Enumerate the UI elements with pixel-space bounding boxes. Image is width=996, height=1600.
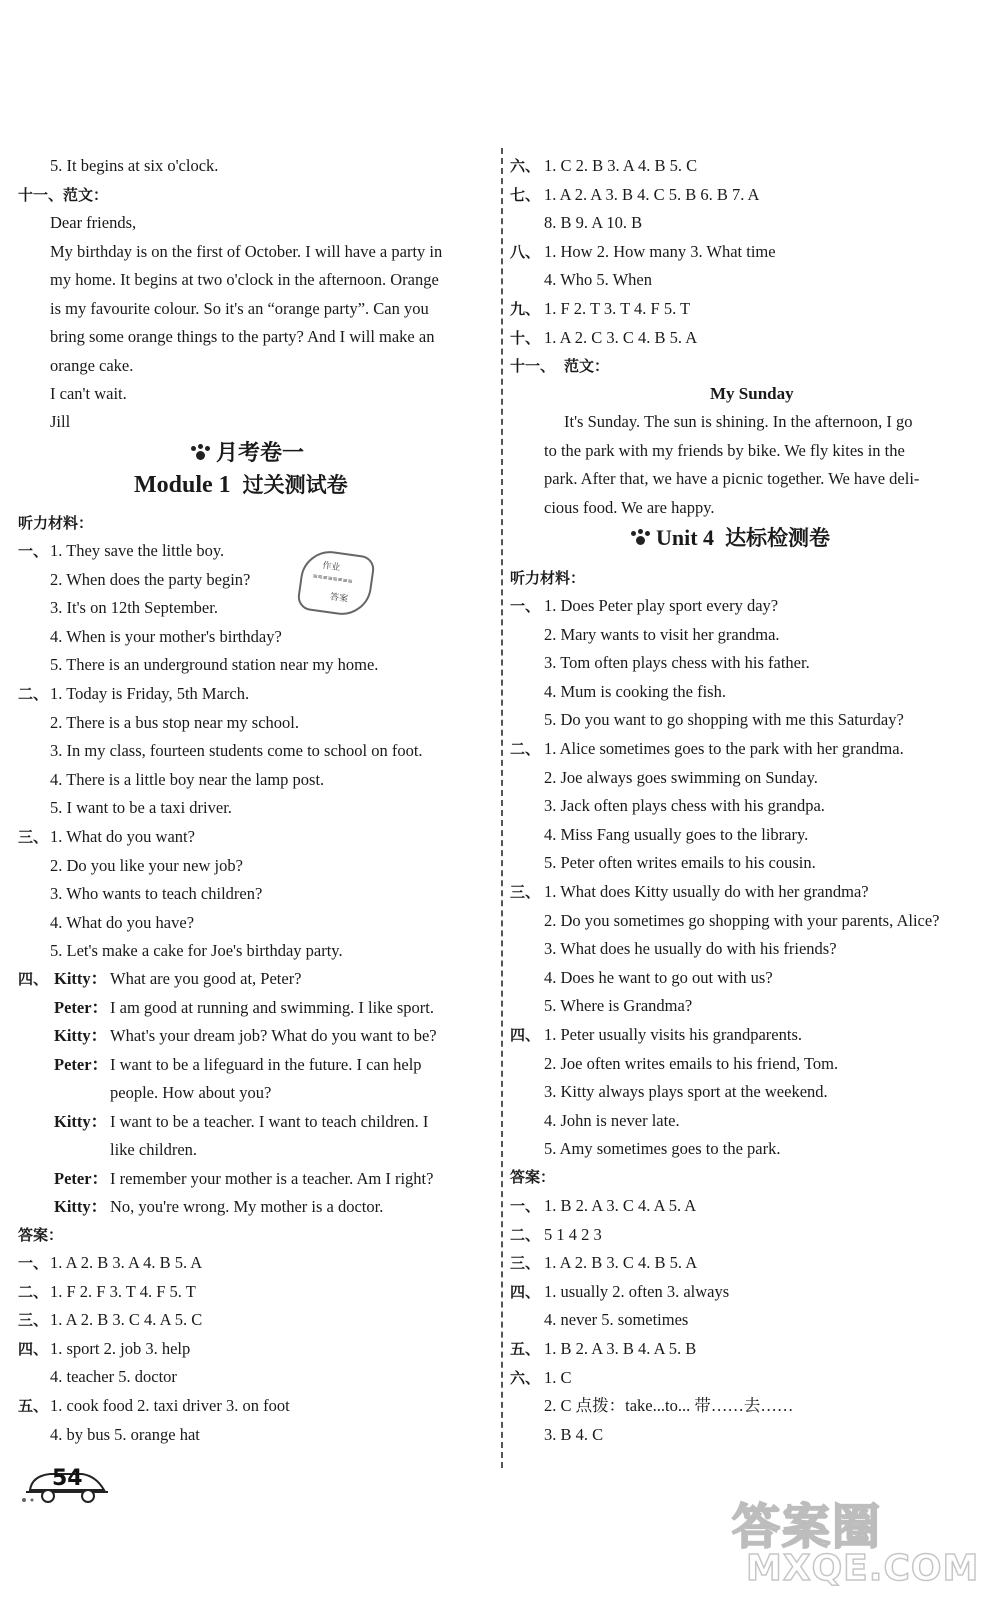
listening-line: 1. Peter usually visits his grandparents. xyxy=(544,1025,803,1044)
speaker-label: Peter： xyxy=(54,997,109,1017)
listening-line: 1. Does Peter play sport every day? xyxy=(544,596,779,615)
listening-line: 2. Mary wants to visit her grandma. xyxy=(544,624,780,644)
section-marker: 十、 xyxy=(510,328,541,347)
essay-line: My birthday is on the first of October. I will have a party in xyxy=(50,242,443,261)
section-marker: 六、 xyxy=(510,1368,541,1387)
answer-line: 1. A 2. C 3. C 4. B 5. A xyxy=(544,327,698,347)
answers-label: 答案： xyxy=(18,1226,64,1244)
column-divider xyxy=(501,148,503,1468)
section-marker: 一、 xyxy=(18,542,49,560)
listening-line: 5. Amy sometimes goes to the park. xyxy=(544,1139,781,1159)
essay-line: park. After that, we have a picnic together. We have deli- xyxy=(544,469,920,488)
answer-line: 范文： xyxy=(564,357,610,376)
answer-line: 3. B 4. C xyxy=(544,1424,604,1444)
listening-label: 听力材料： xyxy=(18,514,94,532)
stamp-graphic: 作业 答案 ≡≡≡≡≡≡≡≡ xyxy=(296,547,376,618)
section-marker: 四、 xyxy=(18,1339,49,1358)
listening-line: 3. Who wants to teach children? xyxy=(50,884,263,904)
answer-line: 1. usually 2. often 3. always xyxy=(544,1281,730,1301)
speaker-label: Kitty： xyxy=(54,1111,108,1131)
dialogue-line: I remember your mother is a teacher. Am I right? xyxy=(110,1168,434,1188)
listening-line: 3. It's on 12th September. xyxy=(50,598,218,618)
section-marker: 九、 xyxy=(510,300,541,318)
speaker-label: Kitty： xyxy=(54,1026,108,1045)
answer-line: 1. A 2. A 3. B 4. C 5. B 6. B 7. A xyxy=(544,184,760,204)
answer-line: 5. It begins at six o'clock. xyxy=(50,156,219,175)
section-marker: 二、 xyxy=(510,1225,541,1244)
answer-line: 1. A 2. B 3. A 4. B 5. A xyxy=(50,1253,203,1272)
page-number xyxy=(20,1462,112,1504)
listening-line: 4. John is never late. xyxy=(544,1110,680,1130)
section-marker: 八、 xyxy=(510,242,541,261)
section-marker: 五、 xyxy=(510,1340,541,1358)
answer-line: 1. cook food 2. taxi driver 3. on foot xyxy=(50,1396,290,1415)
speaker-label: Peter： xyxy=(54,1168,109,1188)
section-marker: 一、 xyxy=(510,1197,541,1215)
section-title: 月考卷一 xyxy=(190,440,304,468)
listening-line: 4. When is your mother's birthday? xyxy=(50,626,282,646)
section-marker: 二、 xyxy=(18,1282,49,1301)
listening-line: 1. What does Kitty usually do with her grandma? xyxy=(544,882,869,901)
section-marker: 三、 xyxy=(18,828,49,846)
listening-line: 4. There is a little boy near the lamp post. xyxy=(50,769,325,789)
paw-icon xyxy=(630,529,650,547)
listening-line: 1. What do you want? xyxy=(50,827,195,846)
unit-title: Unit 4 达标检测卷 xyxy=(630,523,830,553)
page-number-text: 54 xyxy=(52,1466,83,1491)
dialogue-line: No, you're wrong. My mother is a doctor. xyxy=(110,1197,384,1216)
section-marker: 三、 xyxy=(510,1254,541,1273)
listening-line: 5. I want to be a taxi driver. xyxy=(50,798,232,818)
listening-line: 1. Alice sometimes goes to the park with her grandma. xyxy=(544,739,904,758)
answer-line: 8. B 9. A 10. B xyxy=(544,213,643,233)
section-marker: 十一、 xyxy=(510,357,556,376)
essay-title: My Sunday xyxy=(710,384,794,403)
listening-line: 3. Jack often plays chess with his grandpa. xyxy=(544,796,825,816)
section-marker: 四、 xyxy=(510,1282,541,1301)
essay-line: Jill xyxy=(50,412,71,431)
listening-line: 3. What does he usually do with his friends? xyxy=(544,939,837,959)
section-marker: 四、 xyxy=(18,970,49,988)
listening-line: 4. Mum is cooking the fish. xyxy=(544,681,726,701)
section-marker: 五、 xyxy=(18,1397,49,1415)
answer-line: 1. B 2. A 3. B 4. A 5. B xyxy=(544,1339,697,1358)
essay-line: orange cake. xyxy=(50,356,134,375)
essay-line: cious food. We are happy. xyxy=(544,498,715,517)
listening-line: 5. Do you want to go shopping with me this Saturday? xyxy=(544,710,904,730)
speaker-label: Peter： xyxy=(54,1054,109,1074)
listening-line: 2. Joe always goes swimming on Sunday. xyxy=(544,767,818,787)
section-marker: 四、 xyxy=(510,1026,541,1044)
answer-line: 1. B 2. A 3. C 4. A 5. A xyxy=(544,1196,697,1215)
listening-line: 2. Joe often writes emails to his friend, Tom. xyxy=(544,1053,839,1073)
listening-line: 1. They save the little boy. xyxy=(50,541,225,560)
essay-line: I can't wait. xyxy=(50,384,127,403)
listening-line: 4. Does he want to go out with us? xyxy=(544,967,773,987)
dialogue-line: What are you good at, Peter? xyxy=(110,969,302,988)
essay-line: is my favourite colour. So it's an “orange party”. Can you xyxy=(50,299,429,318)
essay-line: my home. It begins at two o'clock in the afternoon. Orange xyxy=(50,270,439,289)
listening-line: 5. There is an underground station near my home. xyxy=(50,655,379,675)
speaker-label: Kitty： xyxy=(54,969,108,988)
answer-line: 4. Who 5. When xyxy=(544,270,652,290)
answer-line: 1. A 2. B 3. C 4. B 5. A xyxy=(544,1253,698,1273)
section-marker: 二、 xyxy=(18,685,49,703)
dialogue-line: I am good at running and swimming. I like sport. xyxy=(110,997,434,1017)
dialogue-line: I want to be a teacher. I want to teach children. I xyxy=(110,1111,429,1131)
listening-line: 2. Do you sometimes go shopping with your parents, Alice? xyxy=(544,910,940,930)
answer-line: 4. teacher 5. doctor xyxy=(50,1367,177,1387)
dialogue-line: like children. xyxy=(110,1140,198,1159)
section-marker: 三、 xyxy=(18,1311,49,1330)
answer-line: 1. C xyxy=(544,1367,572,1387)
answer-line: 1. C 2. B 3. A 4. B 5. C xyxy=(544,156,698,175)
listening-label: 听力材料： xyxy=(510,569,586,587)
essay-line: bring some orange things to the party? And I will make an xyxy=(50,327,435,346)
essay-line: It's Sunday. The sun is shining. In the afternoon, I go xyxy=(564,412,913,431)
section-marker: 一、 xyxy=(510,597,541,615)
listening-line: 5. Let's make a cake for Joe's birthday party. xyxy=(50,941,343,961)
paw-icon xyxy=(190,444,210,462)
listening-line: 3. In my class, fourteen students come to school on foot. xyxy=(50,741,423,761)
answer-line: 4. by bus 5. orange hat xyxy=(50,1424,200,1444)
module-title: Module 1 过关测试卷 xyxy=(134,472,348,498)
section-marker: 三、 xyxy=(510,883,541,901)
listening-line: 5. Where is Grandma? xyxy=(544,996,693,1016)
answer-line: 1. F 2. F 3. T 4. F 5. T xyxy=(50,1281,196,1301)
essay-line: to the park with my friends by bike. We fly kites in the xyxy=(544,441,905,460)
answer-line: 4. never 5. sometimes xyxy=(544,1310,689,1330)
listening-line: 4. What do you have? xyxy=(50,912,195,932)
answers-label: 答案： xyxy=(510,1168,556,1186)
answer-line: 1. sport 2. job 3. help xyxy=(50,1338,191,1358)
section-marker: 七、 xyxy=(510,185,541,204)
dialogue-line: What's your dream job? What do you want to be? xyxy=(110,1026,437,1045)
listening-line: 3. Tom often plays chess with his father. xyxy=(544,653,810,673)
speaker-label: Kitty： xyxy=(54,1197,108,1216)
section-marker: 六、 xyxy=(510,157,541,175)
answer-line: 5 1 4 2 3 xyxy=(544,1224,602,1244)
section-marker: 一、 xyxy=(18,1254,49,1272)
dialogue-line: people. How about you? xyxy=(110,1083,272,1102)
listening-line: 5. Peter often writes emails to his cousin. xyxy=(544,853,816,873)
listening-line: 2. When does the party begin? xyxy=(50,569,251,589)
dialogue-line: I want to be a lifeguard in the future. I can help xyxy=(110,1054,422,1074)
listening-line: 4. Miss Fang usually goes to the library. xyxy=(544,824,809,844)
section-marker: 二、 xyxy=(510,740,541,758)
answer-line: 1. How 2. How many 3. What time xyxy=(544,241,776,261)
listening-line: 3. Kitty always plays sport at the weekend. xyxy=(544,1082,828,1102)
answer-line: 2. C 点拨：take...to... 带……去…… xyxy=(544,1396,794,1416)
listening-line: 2. Do you like your new job? xyxy=(50,855,243,875)
section-heading: 十一、范文： xyxy=(18,186,109,204)
essay-line: Dear friends, xyxy=(50,213,137,232)
listening-line: 2. There is a bus stop near my school. xyxy=(50,712,299,732)
watermark-logo: 答案圈 MXQE.COM xyxy=(732,1499,980,1589)
listening-line: 1. Today is Friday, 5th March. xyxy=(50,684,250,703)
answer-line: 1. A 2. B 3. C 4. A 5. C xyxy=(50,1310,203,1330)
answer-line: 1. F 2. T 3. T 4. F 5. T xyxy=(544,299,691,318)
